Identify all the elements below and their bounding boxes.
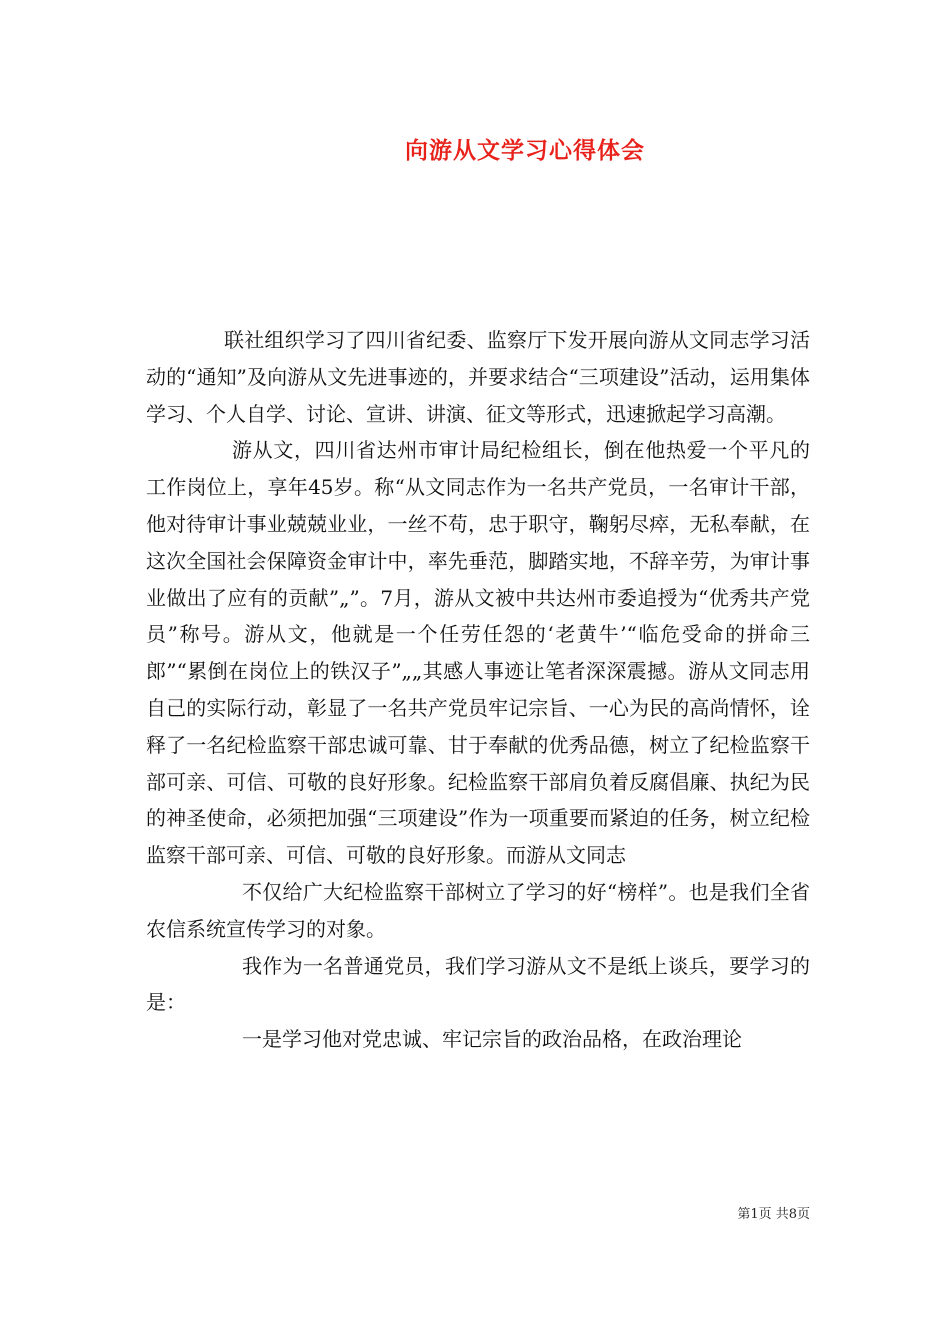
document-title: 向游从文学习心得体会 <box>405 137 645 164</box>
paragraph-2: 游从文，四川省达州市审计局纪检组长，倒在他热爱一个平凡的工作岗位上，享年45岁。称“从文同志作为一名共产党员，一名审计干部，他对待审计事业兢兢业业，一丝不苟，忠于职守，鞠躬尽瘁，无私奉献，在这次全国社会保障资金审计中，率先垂范，脚踏实地，不辞辛劳，为审计事业做出了应有的贡献”„”。7月，游从文被中共达州市委追授为“优秀共产党员”称号。游从文，他就是一个任劳任怨的‘老黄牛’“临危受命的拼命三郎”“累倒在岗位上的铁汉子”„„其感人事迹让笔者深深震撼。游从文同志用自己的实际行动，彰显了一名共产党员牢记宗旨、一心为民的高尚情怀，诠释了一名纪检监察干部忠诚可靠、甘于奉献的优秀品德，树立了纪检监察干部可亲、可信、可敬的良好形象。纪检监察干部肩负着反腐倡廉、执纪为民的神圣使命，必须把加强“三项建设”作为一项重要而紧迫的任务，树立纪检监察干部可亲、可信、可敬的良好形象。而游从文同志 <box>146 438 810 868</box>
document-body <box>146 322 810 1058</box>
page-number: 第1页 共8页 <box>737 1207 810 1222</box>
paragraph-1: 联社组织学习了四川省纪委、监察厅下发开展向游从文同志学习活动的“通知”及向游从文先进事迹的，并要求结合“三项建设”活动，运用集体学习、个人自学、讨论、宣讲、讲演、征文等形式，迅速掀起学习高潮。 <box>146 328 810 426</box>
paragraph-3: 不仅给广大纪检监察干部树立了学习的好“榜样”。也是我们全省农信系统宣传学习的对象。 <box>146 879 810 941</box>
paragraph-4: 我作为一名普通党员，我们学习游从文不是纸上谈兵，要学习的是： <box>146 953 810 1015</box>
paragraph-5: 一是学习他对党忠诚、牢记宗旨的政治品格，在政治理论 <box>242 1027 742 1052</box>
